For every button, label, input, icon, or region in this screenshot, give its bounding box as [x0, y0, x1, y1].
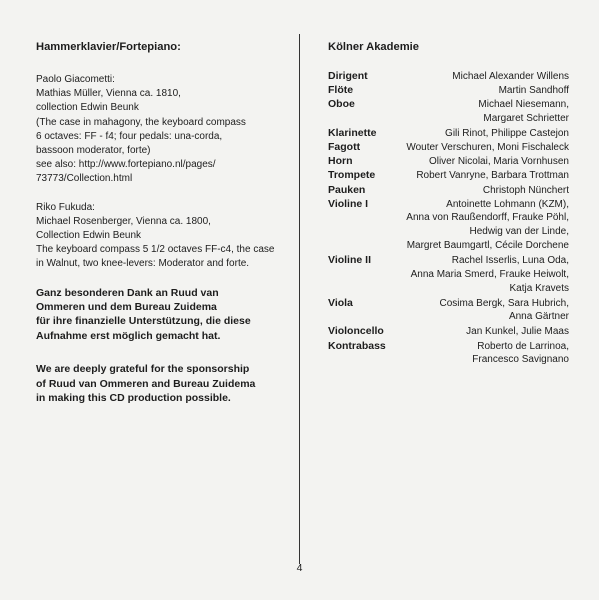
- roster-names: Wouter Verschuren, Moni Fischaleck: [406, 141, 569, 153]
- roster-role: Kontrabass: [328, 339, 386, 352]
- roster-names: Margret Baumgartl, Cécile Dorchene: [406, 240, 569, 252]
- instrument-1-line: collection Edwin Beunk: [36, 102, 139, 114]
- instrument-2-line: Michael Rosenberger, Vienna ca. 1800,: [36, 215, 211, 227]
- thanks-english-line: We are deeply grateful for the sponsorship: [36, 363, 250, 376]
- instrument-1-url-line: see also: http://www.fortepiano.nl/pages/: [36, 159, 216, 171]
- roster-role: Trompete: [328, 169, 376, 182]
- roster-row: [328, 226, 569, 240]
- roster-role: Pauken: [328, 183, 366, 196]
- roster-row: [328, 212, 569, 226]
- instrument-1-line: Mathias Müller, Vienna ca. 1810,: [36, 88, 181, 100]
- roster-names: Oliver Nicolai, Maria Vornhusen: [428, 156, 569, 168]
- thanks-german-line: Ommeren und dem Bureau Zuidema: [36, 301, 217, 314]
- roster-names: Anna Maria Smerd, Frauke Heiwolt,: [410, 268, 569, 280]
- roster-names: Martin Sandhoff: [498, 85, 569, 97]
- roster-role: Violine II: [328, 254, 371, 267]
- roster-row: [328, 325, 569, 339]
- instrument-1-line: 6 octaves: FF - f4; four pedals: una-corda,: [36, 130, 223, 142]
- roster-role: Violine I: [328, 197, 369, 210]
- ensemble-roster: [328, 70, 569, 368]
- roster-row: [328, 84, 569, 98]
- roster-row: [328, 155, 569, 169]
- roster-row: [328, 354, 569, 368]
- thanks-german-block: [36, 286, 286, 344]
- roster-row: [328, 184, 569, 198]
- roster-names: Anna von Raußendorff, Frauke Pöhl,: [406, 211, 569, 223]
- roster-names: Rachel Isserlis, Luna Oda,: [451, 255, 569, 267]
- column-divider: [299, 34, 300, 564]
- roster-row: [328, 254, 569, 268]
- fortepiano-heading: Hammerklavier/Fortepiano:: [36, 41, 181, 53]
- roster-role: Fagott: [328, 140, 361, 153]
- instrument-2-line: in Walnut, two knee-levers: Moderator and forte.: [36, 258, 250, 270]
- roster-names: Robert Vanryne, Barbara Trottman: [416, 170, 569, 182]
- roster-role: Klarinette: [328, 126, 377, 139]
- ensemble-heading: Kölner Akademie: [328, 41, 419, 53]
- thanks-german-line: für ihre finanzielle Unterstützung, die diese: [36, 315, 251, 328]
- thanks-english-line: of Ruud van Ommeren and Bureau Zuidema: [36, 377, 256, 390]
- roster-names: Christoph Nünchert: [482, 184, 569, 196]
- thanks-english-block: [36, 362, 286, 405]
- roster-row: [328, 240, 569, 254]
- instrument-1-block: [36, 73, 286, 187]
- thanks-german-line: Ganz besonderen Dank an Ruud van: [36, 286, 219, 299]
- roster-role: Oboe: [328, 98, 355, 111]
- roster-role: Dirigent: [328, 70, 368, 82]
- roster-names: Cosima Bergk, Sara Hubrich,: [439, 298, 569, 309]
- roster-names: Roberto de Larrinoa,: [477, 340, 569, 352]
- thanks-english-line: in making this CD production possible.: [36, 392, 231, 405]
- right-column: [328, 40, 569, 368]
- roster-role: Violoncello: [328, 325, 384, 338]
- roster-names: Jan Kunkel, Julie Maas: [466, 326, 569, 338]
- roster-row: [328, 113, 569, 127]
- roster-row: [328, 283, 569, 297]
- roster-names: Gili Rinot, Philippe Castejon: [445, 127, 569, 139]
- roster-row: [328, 269, 569, 283]
- instrument-1-url-line: 73773/Collection.html: [36, 173, 133, 185]
- roster-row: [328, 98, 569, 112]
- roster-row: [328, 297, 569, 311]
- instrument-2-line: Riko Fukuda:: [36, 201, 95, 213]
- roster-names: Hedwig van der Linde,: [469, 226, 569, 238]
- instrument-1-line: bassoon moderator, forte): [36, 145, 151, 157]
- roster-role: Horn: [328, 155, 353, 168]
- instrument-2-block: [36, 201, 286, 272]
- thanks-german-line: Aufnahme erst möglich gemacht hat.: [36, 329, 221, 342]
- instrument-2-line: Collection Edwin Beunk: [36, 230, 142, 242]
- roster-names: Michael Niesemann,: [478, 99, 569, 111]
- roster-names: Katja Kravets: [509, 282, 569, 294]
- roster-row: [328, 340, 569, 354]
- roster-names: Margaret Schrietter: [483, 112, 569, 124]
- roster-row: [328, 169, 569, 183]
- roster-names: Antoinette Lohmann (KZM),: [446, 198, 569, 210]
- instrument-1-line: (The case in mahagony, the keyboard compass: [36, 116, 246, 128]
- roster-row: [328, 70, 569, 84]
- instrument-1-line: Paolo Giacometti:: [36, 74, 115, 85]
- roster-names: Anna Gärtner: [508, 311, 569, 323]
- roster-row: [328, 127, 569, 141]
- roster-row: [328, 141, 569, 155]
- left-column: [36, 40, 286, 405]
- instrument-2-line: The keyboard compass 5 1/2 octaves FF-c4, the case: [36, 244, 275, 256]
- page-number: 4: [296, 562, 303, 574]
- roster-role: Flöte: [328, 84, 354, 97]
- roster-names: Michael Alexander Willens: [452, 71, 569, 82]
- roster-names: Francesco Savignano: [472, 353, 569, 365]
- roster-row: [328, 198, 569, 212]
- roster-row: [328, 311, 569, 325]
- roster-role: Viola: [328, 297, 353, 309]
